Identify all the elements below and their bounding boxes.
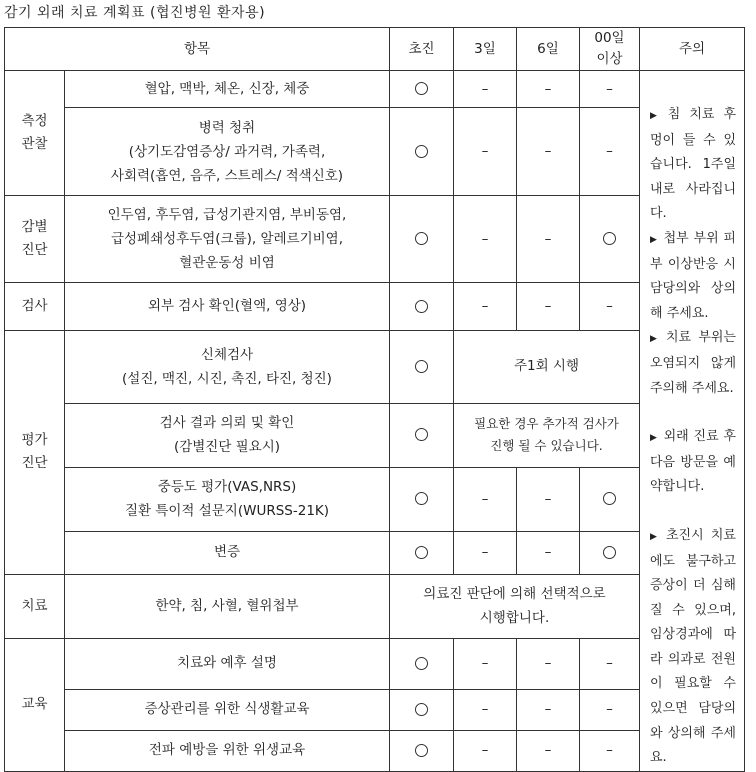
mark-circle (390, 638, 454, 689)
table-row (5, 108, 745, 196)
mark-dash: – (580, 730, 640, 771)
header-initial: 초진 (390, 28, 454, 71)
circle-icon (415, 232, 428, 245)
row-vitals: 혈압, 맥박, 체온, 신장, 체중 (65, 71, 390, 108)
mark-dash: – (517, 730, 580, 771)
mark-dash: – (517, 108, 580, 196)
circle-icon (415, 428, 428, 441)
circle-icon (415, 360, 428, 373)
group-eval: 평가 진단 (5, 331, 65, 575)
header-item: 항목 (5, 28, 390, 71)
table-row (5, 531, 745, 574)
circle-icon (415, 657, 428, 670)
circle-icon (415, 492, 428, 505)
header-day3: 3일 (454, 28, 517, 71)
bullet-icon: ▶ (650, 433, 658, 444)
header-day00: 00일 이상 (580, 28, 640, 71)
row-external: 외부 검사 확인(혈액, 영상) (65, 283, 390, 331)
table-row (5, 638, 745, 689)
table-row (5, 730, 745, 771)
circle-icon (603, 546, 616, 559)
note-item: 초진시 치료에도 불구하고 증상이 더 심해질 수 있으며, 임상경과에 따라 의과로 전원이 필요할 수 있으면 담당의와 상의해 주세요. (650, 527, 736, 766)
row-explain: 치료와 예후 설명 (65, 638, 390, 689)
group-edu: 교육 (5, 638, 65, 771)
table-row (5, 403, 745, 467)
mark-dash: – (454, 730, 517, 771)
note-item: 침 치료 후 멍이 들 수 있습니다. 1주일 내로 사라집니다. (650, 107, 736, 222)
header-caution: 주의 (640, 28, 745, 71)
circle-icon (603, 232, 616, 245)
row-diet: 증상관리를 위한 식생활교육 (65, 689, 390, 730)
mark-dash: – (580, 638, 640, 689)
row-referral: 검사 결과 의뢰 및 확인 (감별진단 필요시) (65, 403, 390, 467)
mark-circle (580, 467, 640, 531)
mark-dash: – (580, 689, 640, 730)
mark-dash: – (454, 689, 517, 730)
table-row (5, 283, 745, 331)
table-row (5, 467, 745, 531)
mark-dash: – (517, 71, 580, 108)
note-item: 첩부 부위 피부 이상반응 시 담당의와 상의해 주세요. (650, 230, 736, 321)
mark-circle (390, 71, 454, 108)
row-history: 병력 청취 (상기도감염증상/ 과거력, 가족력, 사회력(흡연, 음주, 스트레스/ 적색신호) (65, 108, 390, 196)
bullet-icon: ▶ (650, 531, 660, 542)
header-row (5, 28, 745, 71)
row-herbal: 한약, 침, 사혈, 혈위첩부 (65, 574, 390, 638)
herbal-note: 의료진 판단에 의해 선택적으로 시행합니다. (390, 574, 640, 638)
mark-dash: – (454, 467, 517, 531)
circle-icon (415, 546, 428, 559)
circle-icon (415, 744, 428, 757)
mark-circle (390, 403, 454, 467)
mark-circle (580, 196, 640, 283)
mark-dash: – (580, 283, 640, 331)
mark-dash: – (454, 108, 517, 196)
row-pattern: 변증 (65, 531, 390, 574)
referral-note: 필요한 경우 추가적 검사가 진행 될 수 있습니다. (454, 403, 640, 467)
row-hygiene: 전파 예방을 위한 위생교육 (65, 730, 390, 771)
group-treat: 치료 (5, 574, 65, 638)
table-row (5, 71, 745, 108)
table-row (5, 196, 745, 283)
note-item: 외래 진료 후 다음 방문을 예약합니다. (650, 429, 736, 495)
circle-icon (415, 145, 428, 158)
group-exam: 검사 (5, 283, 65, 331)
treatment-plan-table (4, 27, 745, 772)
mark-dash: – (517, 689, 580, 730)
mark-dash: – (517, 467, 580, 531)
table-row (5, 689, 745, 730)
page-title: 감기 외래 치료 계획표 (협진병원 환자용) (4, 5, 266, 21)
circle-icon (415, 703, 428, 716)
row-severity: 중등도 평가(VAS,NRS) 질환 특이적 설문지(WURSS-21K) (65, 467, 390, 531)
circle-icon (603, 492, 616, 505)
mark-dash: – (454, 71, 517, 108)
mark-dash: – (517, 283, 580, 331)
group-measure: 측정 관찰 (5, 71, 65, 196)
physical-frequency: 주1회 시행 (454, 331, 640, 404)
mark-dash: – (517, 196, 580, 283)
mark-dash: – (454, 638, 517, 689)
mark-dash: – (580, 108, 640, 196)
header-day6: 6일 (517, 28, 580, 71)
mark-circle (390, 196, 454, 283)
mark-dash: – (454, 196, 517, 283)
circle-icon (415, 82, 428, 95)
mark-circle (390, 730, 454, 771)
row-differential: 인두염, 후두염, 급성기관지염, 부비동염, 급성폐쇄성후두염(크룹), 알레르기비염, 혈관운동성 비염 (65, 196, 390, 283)
mark-dash: – (454, 283, 517, 331)
table-row (5, 574, 745, 638)
mark-dash: – (454, 531, 517, 574)
mark-circle (390, 689, 454, 730)
mark-circle (390, 283, 454, 331)
table-row (5, 331, 745, 404)
mark-circle (390, 108, 454, 196)
mark-circle (580, 531, 640, 574)
bullet-icon: ▶ (650, 111, 662, 121)
row-physical: 신체검사 (설진, 맥진, 시진, 촉진, 타진, 청진) (65, 331, 390, 404)
note-item: 치료 부위는 오염되지 않게 주의해 주세요. (650, 330, 736, 396)
mark-dash: – (517, 531, 580, 574)
mark-dash: – (517, 638, 580, 689)
bullet-icon: ▶ (650, 234, 658, 245)
circle-icon (415, 300, 428, 313)
group-diag: 감별 진단 (5, 196, 65, 283)
mark-circle (390, 531, 454, 574)
mark-circle (390, 331, 454, 404)
mark-dash: – (580, 71, 640, 108)
caution-notes (640, 71, 745, 772)
bullet-icon: ▶ (650, 334, 660, 345)
mark-circle (390, 467, 454, 531)
